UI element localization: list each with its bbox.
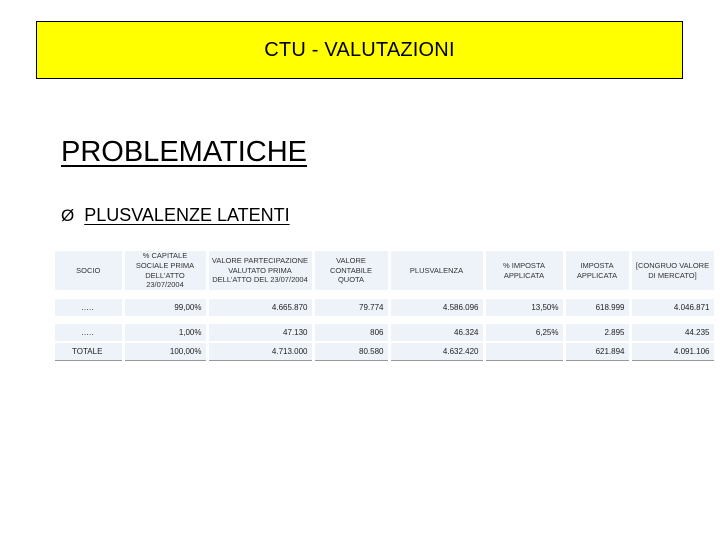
col-header-plusvalenza: PLUSVALENZA xyxy=(389,251,484,292)
col-header-congruo-valore: [CONGRUO VALORE DI MERCATO] xyxy=(630,251,715,292)
table-cell: 44.235 xyxy=(630,324,715,342)
table-row xyxy=(55,299,715,317)
table-cell: 4.586.096 xyxy=(389,299,484,317)
table-cell: 2.895 xyxy=(564,324,630,342)
arrow-bullet-icon: Ø xyxy=(61,206,75,225)
table-cell: 79.774 xyxy=(313,299,389,317)
table-cell: ….. xyxy=(55,299,123,317)
table-cell: 621.894 xyxy=(564,342,630,361)
col-header-perc-imposta: % IMPOSTA APPLICATA xyxy=(484,251,564,292)
valuation-table xyxy=(55,251,717,361)
col-header-capitale: % CAPITALE SOCIALE PRIMA DELL'ATTO 23/07/2004 xyxy=(123,251,207,292)
table-cell: 99,00% xyxy=(123,299,207,317)
table-cell: 6,25% xyxy=(484,324,564,342)
table-cell: 100,00% xyxy=(123,342,207,361)
table-cell: 806 xyxy=(313,324,389,342)
title-banner xyxy=(36,21,683,79)
table-cell: 80.580 xyxy=(313,342,389,361)
bullet-item xyxy=(61,205,290,226)
table-cell: 13,50% xyxy=(484,299,564,317)
table-header-row xyxy=(55,251,715,292)
table-row xyxy=(55,324,715,342)
col-header-socio: SOCIO xyxy=(55,251,123,292)
table-cell: 47.130 xyxy=(207,324,313,342)
table-cell: ….. xyxy=(55,324,123,342)
table-cell: 4.046.871 xyxy=(630,299,715,317)
table-cell: 1,00% xyxy=(123,324,207,342)
table-cell: 46.324 xyxy=(389,324,484,342)
table-cell: 4.713.000 xyxy=(207,342,313,361)
bullet-text: PLUSVALENZE LATENTI xyxy=(84,205,290,225)
table-cell: 4.665.870 xyxy=(207,299,313,317)
table-cell xyxy=(484,342,564,361)
table-cell: 4.091.106 xyxy=(630,342,715,361)
col-header-valore-partecipazione: VALORE PARTECIPAZIONE VALUTATO PRIMA DELL'ATTO DEL 23/07/2004 xyxy=(207,251,313,292)
table-cell: 4.632.420 xyxy=(389,342,484,361)
col-header-valore-contabile: VALORE CONTABILE QUOTA xyxy=(313,251,389,292)
table-row-total xyxy=(55,342,715,361)
table-cell: 618.999 xyxy=(564,299,630,317)
section-heading: PROBLEMATICHE xyxy=(61,136,308,168)
table-cell: TOTALE xyxy=(55,342,123,361)
col-header-imposta: IMPOSTA APPLICATA xyxy=(564,251,630,292)
banner-title: CTU - VALUTAZIONI xyxy=(264,38,455,61)
